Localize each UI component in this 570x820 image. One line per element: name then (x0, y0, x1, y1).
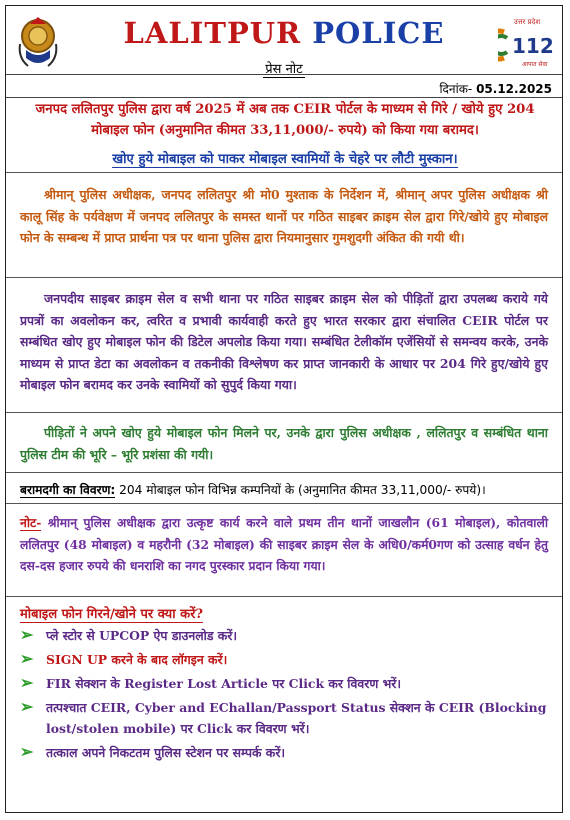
section-divider (6, 503, 562, 504)
list-item: ➢ तत्पश्चात CEIR, Cyber and EChallan/Passport Status सेक्शन के CEIR (Blocking lost/stolen mobile) पर Click कर विवरण भरें। (20, 697, 547, 736)
date-value: 05.12.2025 (476, 82, 552, 96)
note-text: श्रीमान् पुलिस अधीक्षक द्वारा उत्कृष्ट कार्य करने वाले प्रथम तीन थानों जाखलौन (61 मोबाइल), कोतवाली ललितपुर (48 मोबाइल) व महरौनी (32 मोबाइल) की साइबर क्राइम सेल के अधि0/कर्म0गण को उत्साह वर्धन हेतु दस-दस हजार रुपये की धनराशि का नगद पुरस्कार प्रदान किया गया। (20, 515, 548, 573)
date-divider (6, 97, 562, 98)
note-label: नोट- (20, 515, 42, 530)
arrow-right-icon: ➢ (20, 742, 34, 761)
list-item: ➢ SIGN UP करने के बाद लॉगइन करें। (20, 649, 228, 668)
steps-list (20, 625, 550, 766)
section-divider (6, 472, 562, 473)
up-112-logo-icon (498, 18, 556, 70)
list-item: ➢ FIR सेक्शन के Register Lost Article पर Click कर विवरण भरें। (20, 673, 402, 692)
page-title (6, 16, 562, 50)
subheadline: खोए हुये मोबाइल को पाकर मोबाइल स्वामियों के चेहरे पर लौटी मुस्कान। (112, 152, 458, 167)
arrow-right-icon: ➢ (20, 697, 34, 716)
badge-bottom-text: आपात सेवा (522, 61, 548, 68)
paragraph-2: जनपदीय साइबर क्राइम सेल व सभी थाना पर गठित साइबर क्राइम सेल को पीड़ितों द्वारा उपलब्ध कराये गये प्रपत्रों का अवलोकन कर, त्वरित व प्रभावी कार्यवाही करते हुए भारत सरकार द्वारा संचालित CEIR पोर्टल पर सम्बंधित खोए हुए मोबाइल फोन की डिटेल अपलोड किया गया। सम्बंधित टेलीकॉम एजेंसियों से समन्वय करके, उनके माध्यम से प्राप्त डेटा का अवलोकन व तकनीकी विश्लेषण कर प्राप्त जानकारी के आधार पर 204 गिरे हुए/खोये हुए मोबाइल फोन बरामद कर उनके स्वामियों को सुपुर्द किया गया। (20, 291, 548, 392)
title-police: POLICE (312, 16, 445, 50)
arrow-right-icon: ➢ (20, 625, 34, 644)
section-divider (6, 277, 562, 278)
section-divider (6, 596, 562, 597)
recovery-text: 204 मोबाइल फोन विभिन्न कम्पनियों के (अनुमानित कीमत 33,11,000/- रुपये)। (115, 483, 486, 497)
section-divider (6, 172, 562, 173)
badge-top-text: उत्तर प्रदेश (513, 18, 541, 26)
paragraph-1: श्रीमान् पुलिस अधीक्षक, जनपद ललितपुर श्री मो0 मुश्ताक के निर्देशन में, श्रीमान् अपर पुलिस अधीक्षक श्री कालू सिंह के पर्यवेक्षण में जनपद ललितपुर के समस्त थानों पर गठित साइबर क्राइम सेल द्वारा गिरे/खोये हुए मोबाइल फोन के सम्बन्ध में प्राप्त प्रार्थना पत्र पर थाना पुलिस द्वारा नियमानुसार गुमशुदगी अंकित की गयी थी। (20, 187, 548, 245)
header-divider (6, 74, 562, 75)
note-paragraph (20, 512, 548, 577)
section-divider (6, 412, 562, 413)
recovery-details (20, 481, 548, 498)
press-note-subtitle: प्रेस नोट (265, 62, 303, 77)
title-lalitpur: LALITPUR (123, 16, 302, 50)
list-item: ➢ प्ले स्टोर से UPCOP ऐप डाउनलोड करें। (20, 625, 238, 644)
date-label: दिनांक- (439, 82, 473, 96)
arrow-right-icon: ➢ (20, 649, 34, 668)
date-line (439, 80, 552, 97)
headline: जनपद ललितपुर पुलिस द्वारा वर्ष 2025 में अब तक CEIR पोर्टल के माध्यम से गिरे / खोये हुए 204 मोबाइल फोन (अनुमानित कीमत 33,11,000/- रुपये) को किया गया बरामद। (35, 102, 535, 138)
arrow-right-icon: ➢ (20, 673, 34, 692)
header (6, 6, 562, 80)
steps-heading: मोबाइल फोन गिरने/खोने पर क्या करें? (20, 607, 204, 622)
badge-number: 112 (512, 34, 554, 58)
paragraph-3: पीड़ितों ने अपने खोए हुये मोबाइल फोन मिलने पर, उनके द्वारा पुलिस अधीक्षक , ललितपुर व सम्बंधित थाना पुलिस टीम की भूरि – भूरि प्रशंसा की गयी। (20, 425, 548, 462)
recovery-label: बरामदगी का विवरण: (20, 483, 116, 497)
list-item: ➢ तत्काल अपने निकटतम पुलिस स्टेशन पर सम्पर्क करें। (20, 742, 286, 761)
